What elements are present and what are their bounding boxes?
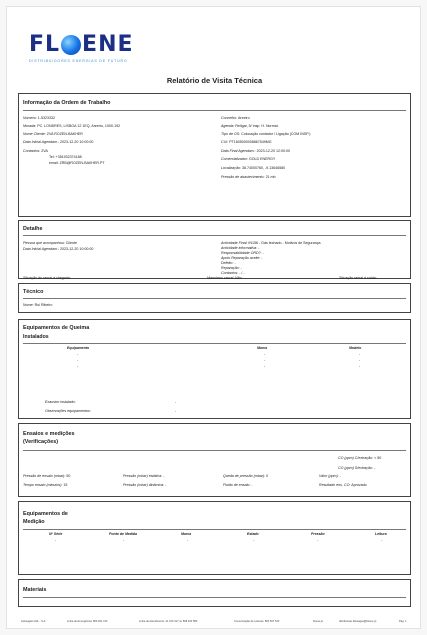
section-heading: Ensaios e medições <box>23 431 75 437</box>
col-header-marca: Marca <box>181 532 192 536</box>
table-cell: - <box>253 538 255 542</box>
field-ramal-chegada: Situação do ramal à chegada: - <box>23 276 73 280</box>
section-heading: Materiais <box>23 587 47 593</box>
table-cell: - <box>359 352 361 356</box>
section-heading-sub: Medição <box>23 519 45 525</box>
footer-atendimento: Linha de Atendimento: 21 100 417 ou 808 200 583 <box>139 620 198 623</box>
divider <box>23 529 406 530</box>
field-detalhe-data: Data Inicial Agendam.: 2023-12-20 10:00:00 <box>23 247 94 251</box>
field-concelho: Concelho: Areeiro <box>221 116 250 120</box>
section-equipamentos-queima <box>18 319 411 419</box>
table-cell: - <box>77 358 79 362</box>
field-nome-cliente: Nome Cliente: ZVA ROZEN-BAKHER <box>23 132 83 136</box>
section-detalhe <box>18 220 411 279</box>
table-cell: - <box>55 538 57 542</box>
section-materiais <box>18 579 411 607</box>
field-tecnico-nome: Nome: Rui Ribeiro <box>23 303 53 307</box>
field-pressao-abastecimento: Pressão de abastecimento: 21 mb <box>221 175 276 179</box>
field-fluido-ensaio: Fluido de ensaio: - <box>223 483 253 487</box>
table-cell: - <box>359 364 361 368</box>
table-cell: - <box>77 352 79 356</box>
table-cell: - <box>264 352 266 356</box>
field-morada: Morada: PC. LONDRES, LISBOA 12 1EQ, Areeiro, 1000-192 <box>23 124 121 128</box>
footer-emergencia: Linha de Emergência: 800 201 722 <box>67 620 108 623</box>
footer-site[interactable]: floene.pt <box>313 620 323 623</box>
divider <box>23 298 406 299</box>
field-co-sem-extracao: CO (ppm) S/extração: - <box>338 466 376 470</box>
field-valor-ppm: Valor (ppm): - <box>319 474 341 478</box>
document-title: Relatório de Visita Técnica <box>166 76 263 85</box>
field-exaustor-value: - <box>175 400 177 404</box>
footer-leituras: Comunicação de Leituras: 800 507 513 <box>234 620 280 623</box>
col-header-estado: Estado <box>247 532 259 536</box>
col-header-equipamento: Equipamento <box>67 346 90 350</box>
table-cell: - <box>381 538 383 542</box>
table-cell: - <box>317 538 319 542</box>
col-header-ponto-medida: Ponto de Medida <box>109 532 137 536</box>
logo-word-right: ENE <box>82 32 134 57</box>
section-heading: Informação da Ordem de Trabalho <box>23 100 111 106</box>
field-observacoes: Observações equipamentos: <box>45 409 91 413</box>
divider <box>23 235 406 236</box>
section-ordem-trabalho <box>18 93 411 217</box>
field-ramal-saida: Situação ramal à saída: - <box>339 276 379 280</box>
logo-globe-icon <box>61 35 81 55</box>
divider <box>23 450 406 451</box>
field-numero: Número: 1-5323332 <box>23 116 55 120</box>
footer-email[interactable]: distribuicao.lisboagas@floene.pt <box>339 620 377 623</box>
field-agenda: Agenda: Religar, 5/ Insp. H. Normal. <box>221 124 279 128</box>
field-tempo-ensaio: Tempo ensaio (minutos): 15 <box>23 483 68 487</box>
section-ensaios-medicoes <box>18 423 411 497</box>
field-pressao-dinamica: Pressão (mbar) dinâmica: - <box>123 483 167 487</box>
col-header-leitura: Leitura <box>375 532 387 536</box>
footer-company: Lisboagás GDL - S.A. <box>21 620 46 623</box>
section-heading: Equipamentos de <box>23 511 68 517</box>
logo-word-left: FL <box>29 32 61 57</box>
table-cell: - <box>264 358 266 362</box>
section-heading: Detalhe <box>23 226 43 232</box>
footer-page-number: Pág. 1 <box>399 620 407 623</box>
field-comercializador: Comercializador: GOLD ENERGY <box>221 157 276 161</box>
field-atividade-final: Actividade Final: IN156 - Gás fechado - Motivos de Segurança <box>221 241 321 245</box>
section-heading: Técnico <box>23 289 44 295</box>
floene-logo <box>29 32 134 72</box>
field-contactos: Contactos: ZVA <box>23 149 48 153</box>
field-defeito: Defeito: - <box>221 261 236 265</box>
table-cell: - <box>187 538 189 542</box>
divider <box>23 110 406 111</box>
divider <box>23 597 406 598</box>
table-cell: - <box>359 358 361 362</box>
section-heading-sub: (Verificações) <box>23 439 59 445</box>
field-responsabilidade: Responsabilidade ORD?: - <box>221 251 264 255</box>
field-manobrou-ramal: Manobrou ramal: Não <box>207 276 242 280</box>
field-co-com-extracao: CO (ppm) C/extração: < 50 <box>338 456 382 460</box>
table-cell: - <box>77 364 79 368</box>
field-tipo-os: Tipo de OS: Colocação contador / Ligação (COM INSP.) <box>221 132 311 136</box>
table-cell: - <box>264 364 266 368</box>
field-reparacao: Reparação: - <box>221 266 242 270</box>
section-equipamentos-medicao <box>18 501 411 575</box>
field-pessoa-acompanhou: Pessoa que acompanhou: Cliente <box>23 241 77 245</box>
field-atividade-informativa: Actividade informativa: - <box>221 246 260 250</box>
field-pressao-ensaio: Pressão de ensaio (mbar): 50 <box>23 474 71 478</box>
field-observacoes-value: - <box>175 409 177 413</box>
field-contacto-email: email: ZRB@ROZEN-BAKHER.PT <box>49 161 105 165</box>
field-pressao-estatica: Pressão (mbar) estática: - <box>123 474 165 478</box>
col-header-pressao: Pressão <box>311 532 325 536</box>
field-contacto-tel: Tel: +351932374188 <box>49 155 82 159</box>
col-header-n-serie: Nº Série <box>49 532 63 536</box>
field-data-final: Data Final Agendam.: 2023-12-20 12:00:00 <box>221 149 290 153</box>
field-cui: CUI: PT1605000008867549MG <box>221 140 272 144</box>
field-resultado-co: Resultado ens. CO: Aprovado <box>319 483 367 487</box>
field-detalhe-contactos: Contactos: - / - <box>221 271 245 275</box>
field-apoio-reparacao: Apoio Reparação aceite: - <box>221 256 263 260</box>
field-data-inicial: Data Inicial Agendam.: 2023-12-20 10:00:00 <box>23 140 94 144</box>
report-page <box>6 6 421 629</box>
col-header-modelo: Modelo <box>349 346 362 350</box>
col-header-marca: Marca <box>257 346 268 350</box>
section-subheading: Instalados <box>23 334 49 340</box>
section-tecnico <box>18 283 411 313</box>
table-cell: - <box>123 538 125 542</box>
divider <box>23 343 406 344</box>
logo-tagline: DISTRIBUIDORES ENERGIAS DE FUTURO <box>29 59 128 63</box>
field-localizacao: Localização: 38.74000760, -9.13646580 <box>221 166 286 170</box>
section-heading: Equipamentos de Queima <box>23 325 90 331</box>
field-queda-pressao: Queda de pressão (mbar): 0 <box>223 474 269 478</box>
field-exaustor: Exaustor instalado: <box>45 400 76 404</box>
